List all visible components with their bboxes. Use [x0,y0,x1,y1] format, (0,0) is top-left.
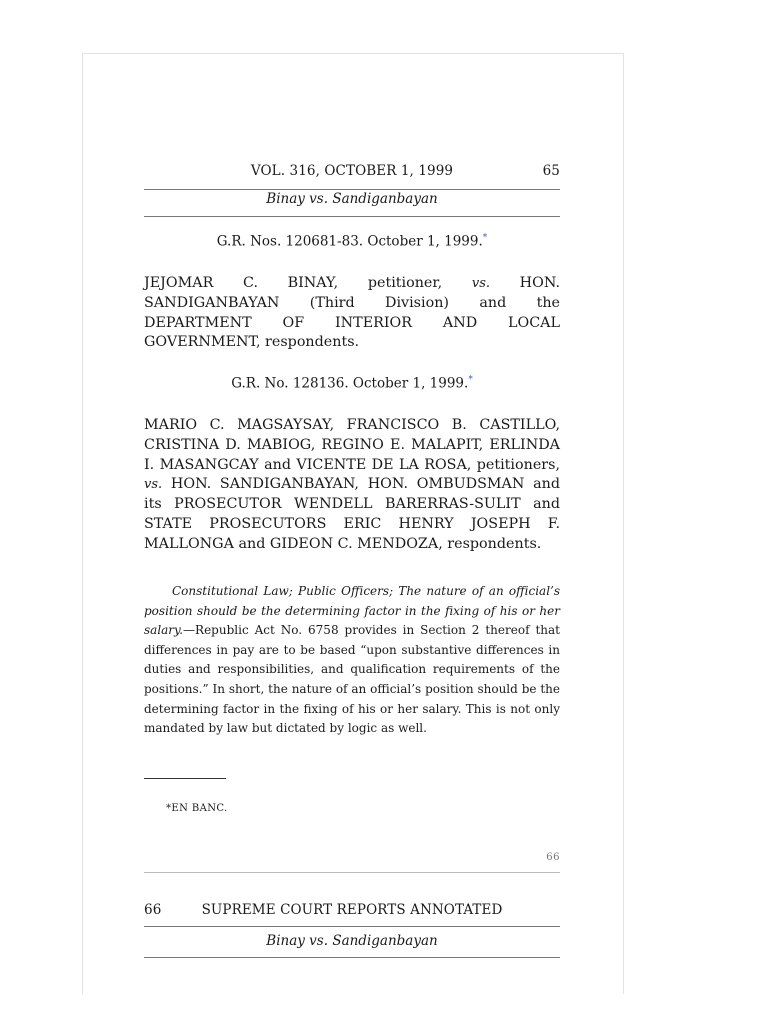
respondents-text: HON. SANDIGANBAYAN (Third Division) and the DEPARTMENT OF INTERIOR AND LOCAL GOVERNMENT, respondents. [144,275,560,351]
syllabus-heading: Constitutional Law; Public Officers; The nature of an official’s position should be the determining factor in the fixing of his or her salary. [144,584,560,638]
reporter-header: SUPREME COURT REPORTS ANNOTATED [201,902,503,918]
page-break-number: 66 [546,852,560,863]
gr-number [144,375,560,392]
petitioners-text: JEJOMAR C. BINAY, petitioner, [144,275,472,291]
case-parties [144,416,560,555]
gr-text: G.R. No. 128136. October 1, 1999. [231,375,469,392]
header-rule [144,216,560,217]
page-number: 66 [144,902,162,918]
header-rule [144,926,560,927]
syllabus-paragraph [144,582,560,739]
footnote: *EN BANC. [166,803,228,814]
respondents-text: HON. SANDIGANBAYAN, HON. OMBUDSMAN and its PROSECUTOR WENDELL BARERRAS-SULIT and STATE PROSECUTORS ERIC HENRY JOSEPH F. MALLONGA and GIDEON C. MENDOZA, respondents. [144,476,560,552]
footnote-link[interactable]: * [482,233,488,243]
case-title: Binay vs. Sandiganbayan [266,191,438,207]
gr-number [144,233,560,250]
header-rule [144,957,560,958]
volume-header: VOL. 316, OCTOBER 1, 1999 [250,163,454,179]
case-parties [144,274,560,353]
syllabus-body: —Republic Act No. 6758 provides in Section 2 thereof that differences in pay are to be based “upon substantive differences in duties and responsibilities, and qualification requirements of the positions.” In short, the nature of an official’s position should be the determining factor in the fixing of his or her salary. This is not only mandated by law but dictated by logic as well. [144,623,560,736]
page-break-rule [144,872,560,873]
petitioners-text: MARIO C. MAGSAYSAY, FRANCISCO B. CASTILLO, CRISTINA D. MABIOG, REGINO E. MALAPIT, ERLINDA I. MASANGCAY and VICENTE DE LA ROSA, petitioners, [144,417,560,473]
header-rule [144,189,560,190]
gr-text: G.R. Nos. 120681-83. October 1, 1999. [216,233,483,250]
footnote-rule [144,778,226,779]
page-number: 65 [542,163,560,179]
versus-text: vs. [144,477,163,493]
case-title: Binay vs. Sandiganbayan [266,933,438,949]
versus-text: vs. [471,276,490,291]
footnote-link[interactable]: * [468,375,473,385]
